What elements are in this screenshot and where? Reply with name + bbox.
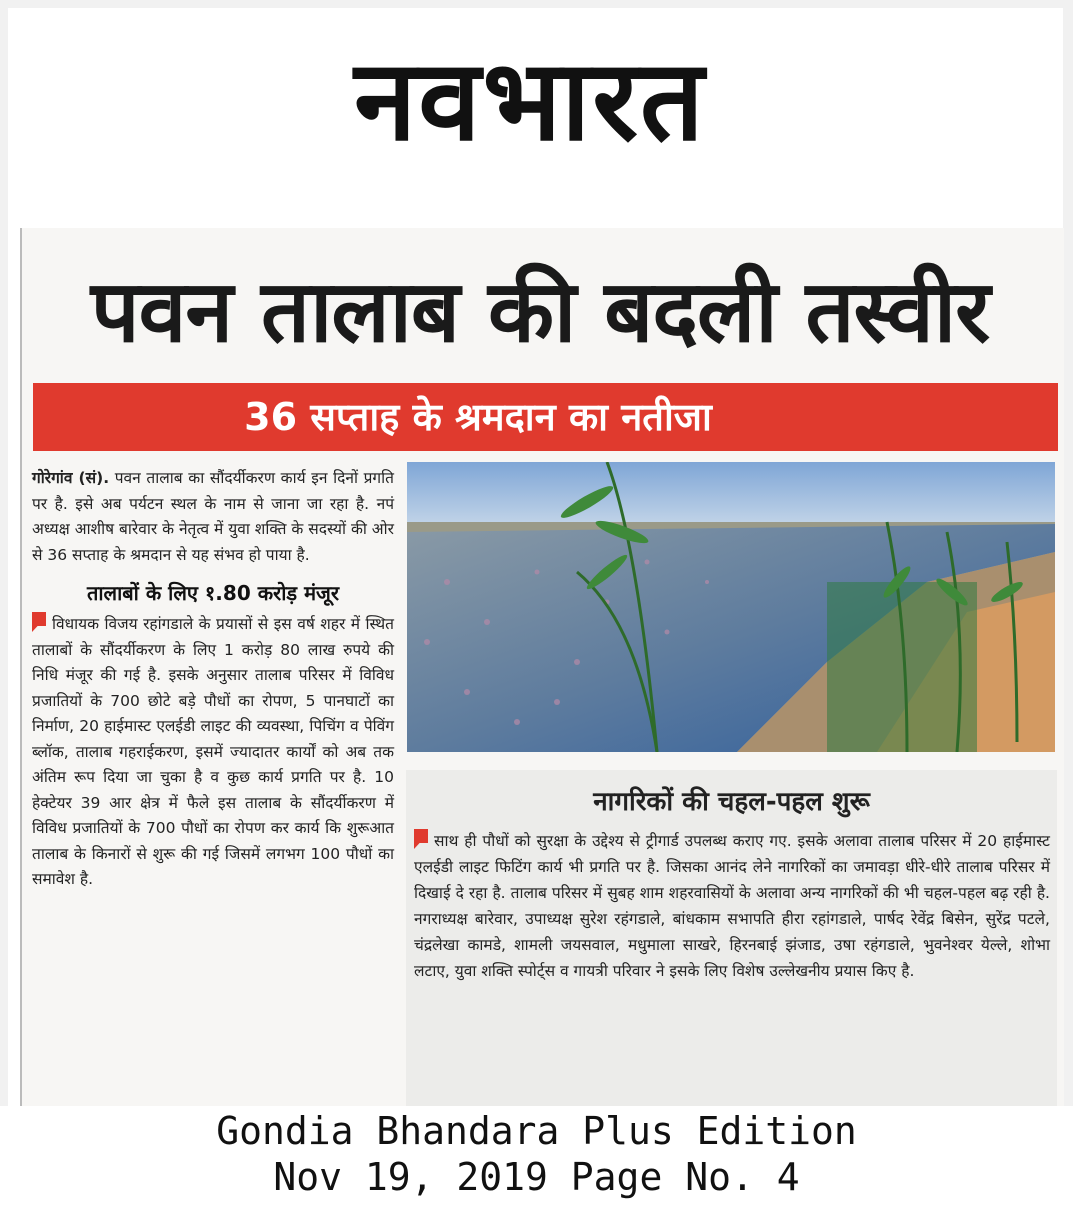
side-box-text: साथ ही पौधों को सुरक्षा के उद्देश्य से ट्रीगार्ड उपलब्ध कराए गए. इसके अलावा तालाब परिसर में 20 हाईमास्ट एलईडी लाइट फिटिंग कार्य भी प्रगति पर है. जिसका आनंद लेने नागरिकों का जमावड़ा धीरे-धीरे तालाब परिसर में दिखाई दे रहा है. तालाब परिसर में सुबह शाम शहरवासियों के अलावा अन्य नागरिकों की भी चहल-पहल बढ़ रही है. नगराध्यक्ष बारेवार, उपाध्यक्ष सुरेश रहंगडाले, बांधकाम सभापति हीरा रहांगडाले, पार्षद रेवेंद्र बिसेन, सुरेंद्र पटले, चंद्रलेखा कामडे, शामली जयसवाल, मधुमाला साखरे, हिरनबाई झंजाड, उषा रहंगडाले, भुवनेश्वर येल्ले, शोभा लटाए, युवा शक्ति स्पोर्ट्स व गायत्री परिवार ने इसके लिए विशेष उल्लेखनीय प्रयास किए है. <box>414 832 1050 980</box>
date-page-caption: Nov 19, 2019 Page No. 4 <box>273 1155 800 1199</box>
headline: पवन तालाब की बदली तस्वीर <box>90 262 990 362</box>
dateline: गोरेगांव (सं). <box>32 469 110 487</box>
masthead-logo: नवभारत <box>354 36 706 166</box>
side-box-body <box>414 828 1050 984</box>
side-box-paragraph <box>414 828 1050 984</box>
left-column <box>32 466 394 893</box>
bullet-flag-icon <box>32 612 46 632</box>
bullet-flag-icon <box>414 829 428 849</box>
body-paragraph <box>32 612 394 893</box>
body-text: विधायक विजय रहांगडाले के प्रयासों से इस वर्ष शहर में स्थित तालाबों के सौंदर्यीकरण के लिए 1 करोड़ 80 लाख रुपये की निधि मंजूर की गई है. इसके अनुसार तालाब परिसर में विविध प्रजातियों के 700 छोटे बड़े पौधों का रोपण, 5 पानघाटों का निर्माण, 20 हाईमास्ट एलईडी लाइट की व्यवस्था, पिचिंग व पेविंग ब्लॉक, तालाब गहराईकरण, इसमें ज्यादातर कार्यों को अब तक अंतिम रूप दिया जा चुका है व कुछ कार्य प्रगति पर है. 10 हेक्टेयर 39 आर क्षेत्र में फैले इस तालाब के सौंदर्यीकरण में विविध प्रजातियों के 700 पौधों का रोपण कर कार्य कि शुरूआत तालाब के किनारों से शुरू की गई जिसमें लगभग 100 पौधों का समावेश है. <box>32 615 394 888</box>
edition-caption: Gondia Bhandara Plus Edition <box>216 1109 857 1153</box>
intro-paragraph <box>32 466 394 568</box>
side-box-title: नागरिकों की चहल-पहल शुरू <box>593 787 870 817</box>
subheadline: 36 सप्ताह के श्रमदान का नतीजा <box>244 395 712 439</box>
intro-text: पवन तालाब का सौंदर्यीकरण कार्य इन दिनों प्रगति पर है. इसे अब पर्यटन स्थल के नाम से जाना जा रहा है. नपं अध्यक्ष आशीष बारेवार के नेतृत्व में युवा शक्ति के सदस्यों की ओर से 36 सप्ताह के श्रमदान से यह संभव हो पाया है. <box>32 469 394 564</box>
section-title: तालाबों के लिए १.80 करोड़ मंजूर <box>86 581 340 605</box>
lake-photo <box>407 462 1055 752</box>
